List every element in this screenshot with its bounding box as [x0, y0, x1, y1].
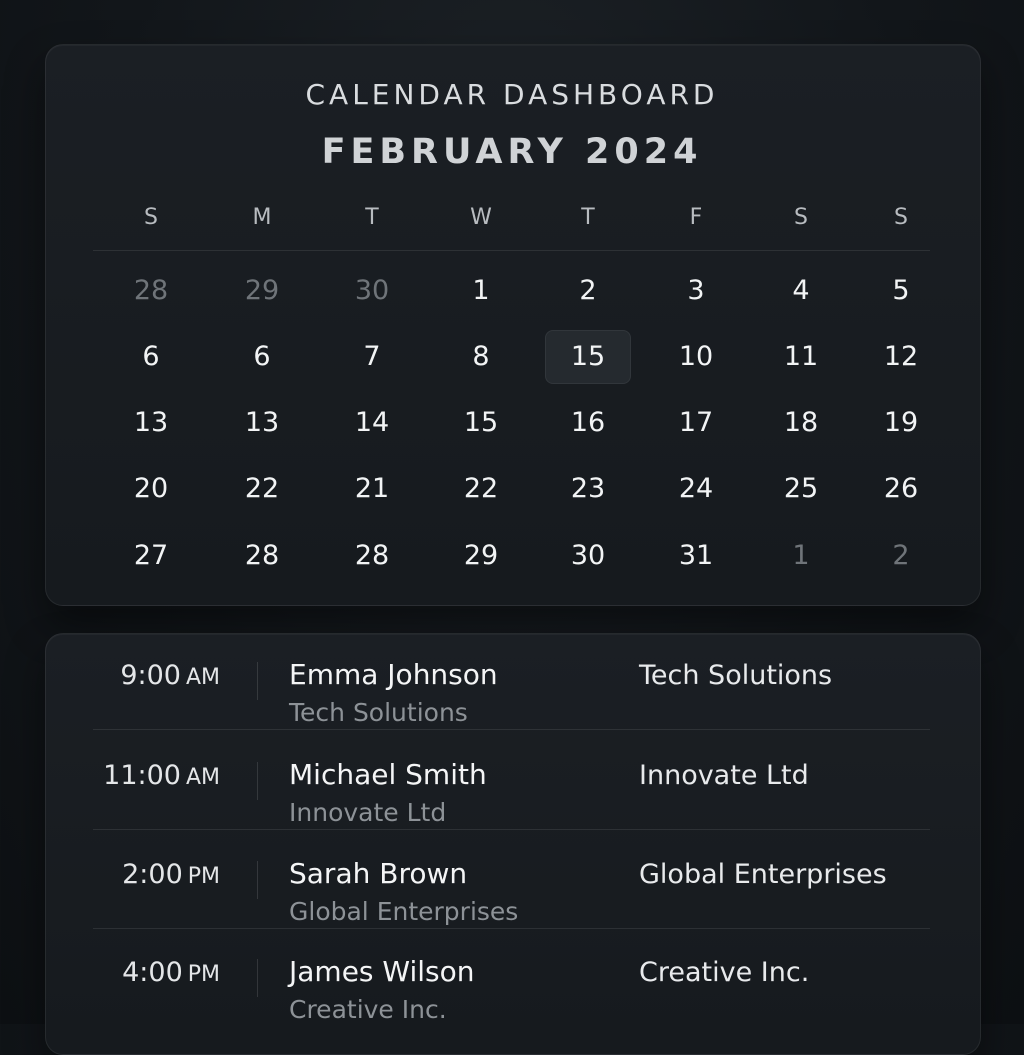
meeting-attendee-name: James Wilson — [289, 955, 475, 988]
calendar-day[interactable]: 30 — [354, 275, 390, 306]
calendar-day[interactable]: 31 — [678, 540, 714, 571]
calendar-day[interactable]: 29 — [463, 540, 499, 571]
dashboard-title: CALENDAR DASHBOARD — [305, 78, 719, 111]
meeting-time-value: 2:00 — [122, 859, 183, 890]
calendar-day[interactable]: 1 — [792, 540, 810, 571]
weekday-label: T — [581, 205, 595, 230]
meeting-attendee-organization: Global Enterprises — [289, 897, 519, 926]
calendar-day[interactable]: 20 — [133, 473, 169, 504]
weekday-label: T — [365, 205, 379, 230]
calendar-day[interactable]: 25 — [783, 473, 819, 504]
calendar-day[interactable]: 11 — [783, 341, 819, 372]
meeting-row[interactable] — [93, 632, 930, 730]
meeting-time-period: AM — [185, 665, 220, 690]
meeting-row[interactable] — [93, 831, 930, 929]
meeting-time-value: 9:00 — [120, 660, 181, 691]
calendar-day[interactable]: 23 — [570, 473, 606, 504]
calendar-day[interactable]: 21 — [354, 473, 390, 504]
meeting-time — [122, 859, 220, 890]
meeting-separator — [257, 959, 258, 997]
meeting-time-period: AM — [185, 765, 220, 790]
calendar-day[interactable]: 30 — [570, 540, 606, 571]
calendar-day[interactable]: 24 — [678, 473, 714, 504]
calendar-card — [45, 44, 981, 606]
calendar-day[interactable]: 15 — [463, 407, 499, 438]
meeting-separator — [257, 861, 258, 899]
meeting-separator — [257, 762, 258, 800]
meeting-attendee-name: Emma Johnson — [289, 658, 498, 691]
weekday-label: F — [689, 205, 703, 230]
calendar-day[interactable]: 29 — [244, 275, 280, 306]
month-title: FEBRUARY 2024 — [321, 132, 703, 172]
meeting-time-value: 11:00 — [103, 760, 181, 791]
calendar-day[interactable]: 13 — [244, 407, 280, 438]
calendar-day[interactable]: 26 — [883, 473, 919, 504]
calendar-day[interactable]: 28 — [133, 275, 169, 306]
calendar-day[interactable]: 27 — [133, 540, 169, 571]
weekday-label: S — [144, 205, 158, 230]
calendar-day[interactable]: 16 — [570, 407, 606, 438]
calendar-day-selected[interactable]: 15 — [545, 330, 631, 384]
meeting-time-period: PM — [187, 962, 220, 987]
meeting-divider — [93, 829, 930, 830]
meeting-attendee-name: Michael Smith — [289, 758, 487, 791]
calendar-day[interactable]: 6 — [142, 341, 160, 372]
meeting-attendee-organization: Tech Solutions — [289, 698, 468, 727]
weekday-label: W — [470, 205, 492, 230]
meeting-company: Innovate Ltd — [639, 760, 809, 791]
weekday-label: S — [894, 205, 908, 230]
meeting-company: Tech Solutions — [639, 660, 833, 691]
calendar-day[interactable]: 3 — [687, 275, 705, 306]
calendar-day[interactable]: 28 — [354, 540, 390, 571]
meeting-divider — [93, 729, 930, 730]
weekday-divider — [93, 250, 930, 251]
meeting-attendee-organization: Innovate Ltd — [289, 798, 447, 827]
meeting-time-value: 4:00 — [122, 957, 183, 988]
calendar-day[interactable]: 7 — [363, 341, 381, 372]
calendar-day[interactable]: 14 — [354, 407, 390, 438]
meeting-time — [122, 957, 220, 988]
calendar-day[interactable]: 2 — [579, 275, 597, 306]
meeting-time — [103, 760, 220, 791]
meeting-separator — [257, 662, 258, 700]
meeting-company: Global Enterprises — [639, 859, 887, 890]
meeting-row[interactable] — [93, 732, 930, 830]
calendar-day[interactable]: 18 — [783, 407, 819, 438]
weekday-label: M — [252, 205, 272, 230]
calendar-day[interactable]: 12 — [883, 341, 919, 372]
calendar-day[interactable]: 17 — [678, 407, 714, 438]
calendar-day[interactable]: 8 — [472, 341, 490, 372]
calendar-day[interactable]: 2 — [892, 540, 910, 571]
meeting-row[interactable] — [93, 929, 930, 1027]
calendar-day[interactable]: 13 — [133, 407, 169, 438]
calendar-day[interactable]: 10 — [678, 341, 714, 372]
calendar-day[interactable]: 22 — [244, 473, 280, 504]
calendar-day[interactable]: 5 — [892, 275, 910, 306]
calendar-day[interactable]: 4 — [792, 275, 810, 306]
meeting-time — [120, 660, 220, 691]
meeting-attendee-name: Sarah Brown — [289, 857, 468, 890]
weekday-label: S — [794, 205, 808, 230]
calendar-day[interactable]: 28 — [244, 540, 280, 571]
calendar-day[interactable]: 6 — [253, 341, 271, 372]
calendar-day[interactable]: 22 — [463, 473, 499, 504]
meeting-attendee-organization: Creative Inc. — [289, 995, 447, 1024]
calendar-day[interactable]: 19 — [883, 407, 919, 438]
calendar-day[interactable]: 1 — [472, 275, 490, 306]
meeting-company: Creative Inc. — [639, 957, 810, 988]
meeting-time-period: PM — [187, 864, 220, 889]
